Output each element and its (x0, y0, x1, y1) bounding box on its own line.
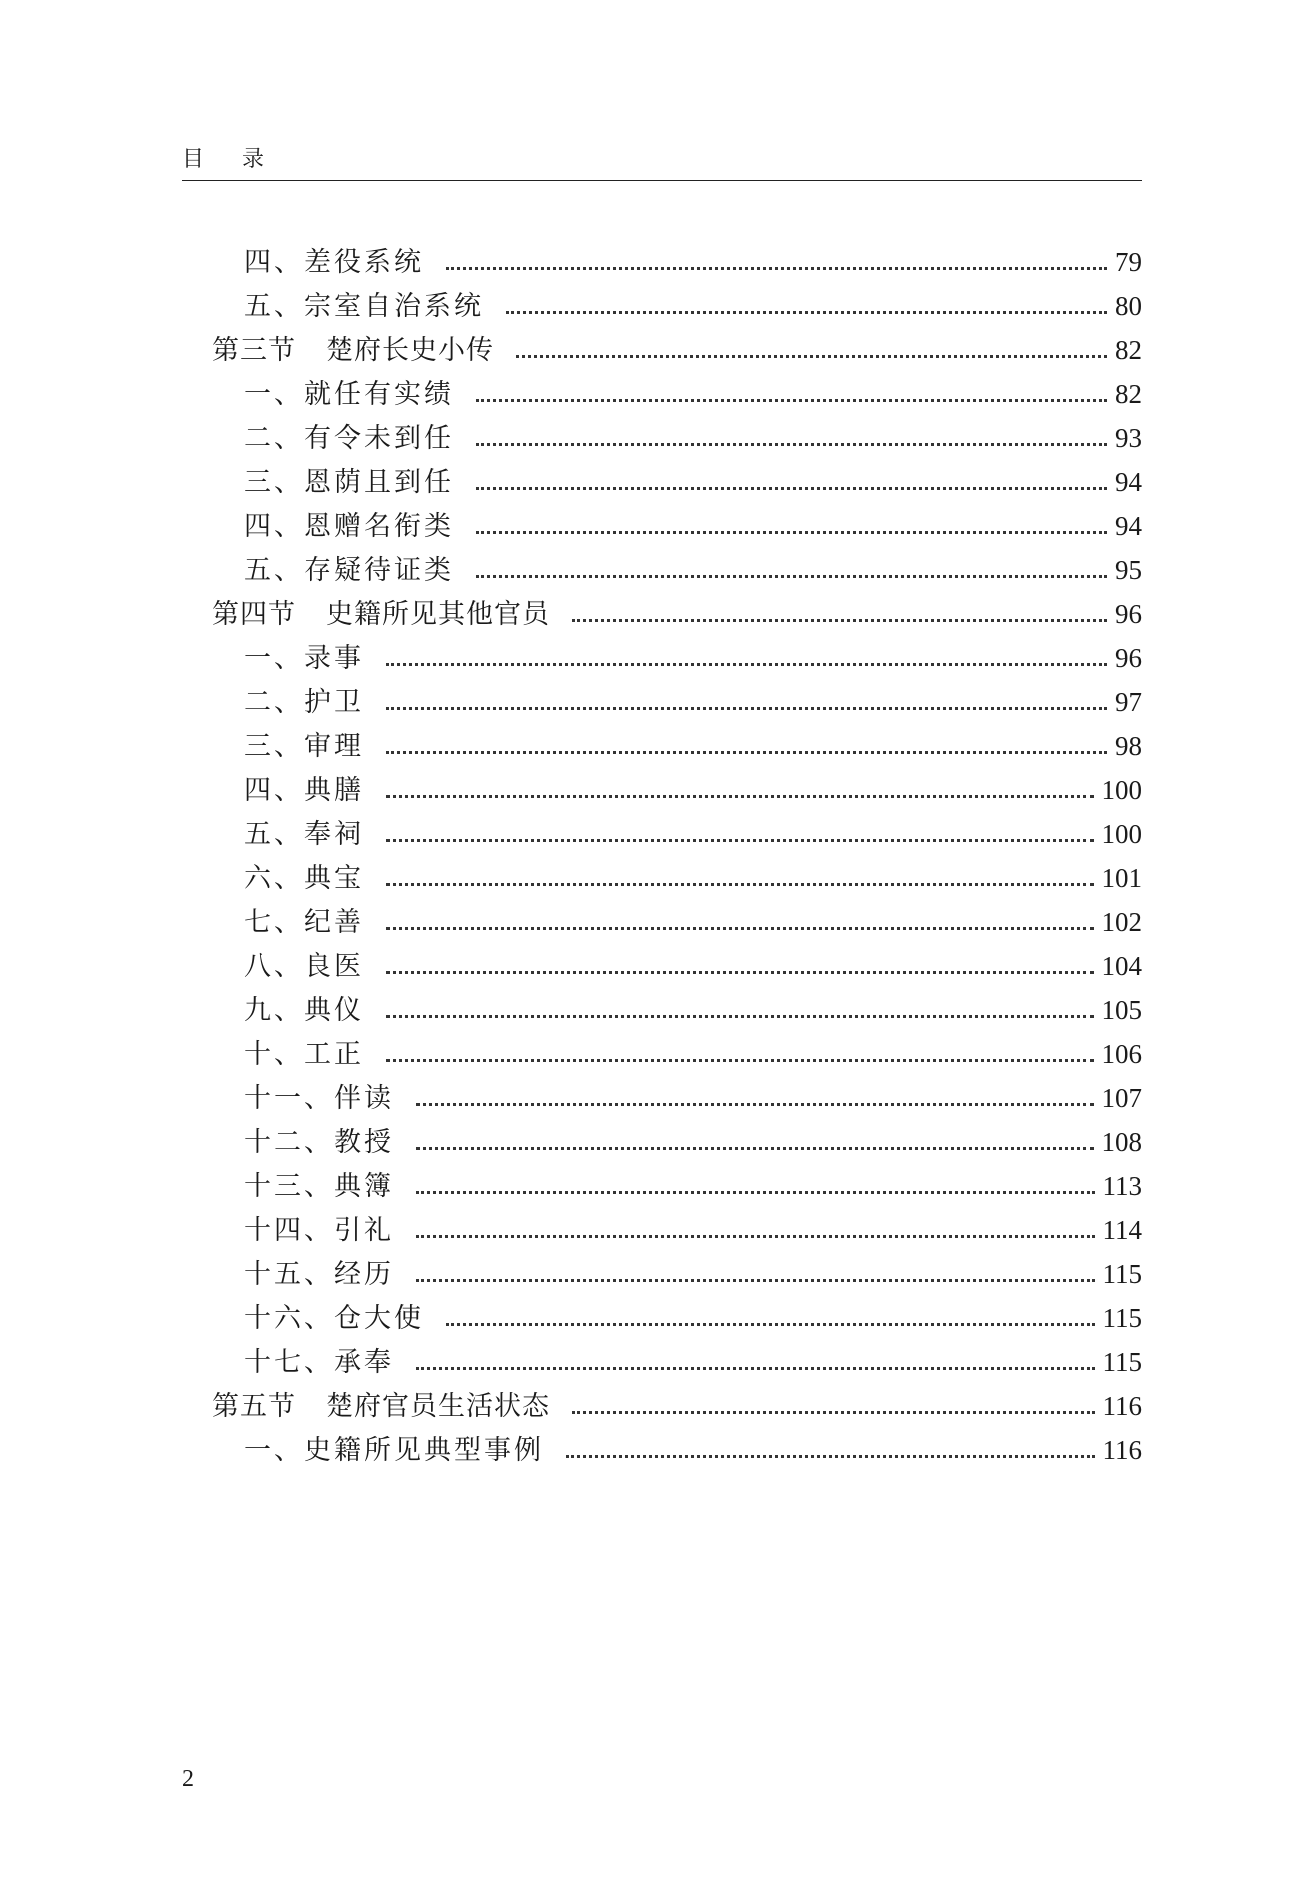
toc-page-number: 116 (1102, 1391, 1142, 1421)
toc-page-number: 116 (1102, 1435, 1142, 1465)
toc-page-number: 95 (1115, 555, 1142, 585)
dot-leader (416, 1279, 1095, 1282)
toc-section-entry[interactable] (212, 594, 1142, 634)
dot-leader (416, 1235, 1095, 1238)
dot-leader (476, 399, 1107, 402)
toc-page-number: 114 (1102, 1215, 1142, 1245)
toc-section-entry[interactable] (212, 1386, 1142, 1426)
dot-leader (386, 707, 1107, 710)
toc-item-entry[interactable] (244, 990, 1142, 1030)
toc-entry-label: 五、奉祠 (244, 819, 364, 850)
toc-entry-label: 十五、经历 (244, 1259, 394, 1290)
dot-leader (386, 883, 1094, 886)
toc-item-entry[interactable] (244, 1122, 1142, 1162)
toc-page-number: 115 (1102, 1347, 1142, 1377)
dot-leader (506, 311, 1107, 314)
toc-entry-label: 六、典宝 (244, 863, 364, 894)
toc-item-entry[interactable] (244, 1210, 1142, 1250)
toc-item-entry[interactable] (244, 770, 1142, 810)
toc-page-number: 96 (1115, 643, 1142, 673)
toc-item-entry[interactable] (244, 1078, 1142, 1118)
dot-leader (572, 619, 1107, 622)
toc-page-number: 79 (1115, 247, 1142, 277)
dot-leader (446, 267, 1107, 270)
toc-page-number: 100 (1101, 819, 1142, 849)
dot-leader (476, 575, 1107, 578)
dot-leader (476, 531, 1107, 534)
toc-section-entry[interactable] (212, 330, 1142, 370)
toc-item-entry[interactable] (244, 946, 1142, 986)
toc-page-number: 106 (1101, 1039, 1142, 1069)
toc-entry-label (212, 1387, 550, 1427)
toc-section-title: 楚府官员生活状态 (326, 1391, 550, 1422)
toc-item-entry[interactable] (244, 902, 1142, 942)
toc-entry-label: 十七、承奉 (244, 1347, 394, 1378)
toc-item-entry[interactable] (244, 550, 1142, 590)
toc-page-number: 82 (1115, 379, 1142, 409)
toc-page-number: 107 (1101, 1083, 1142, 1113)
toc-entry-label: 十三、典簿 (244, 1171, 394, 1202)
dot-leader (386, 663, 1107, 666)
toc-item-entry[interactable] (244, 1298, 1142, 1338)
toc-page-number: 94 (1115, 511, 1142, 541)
toc-entry-label: 五、存疑待证类 (244, 555, 454, 586)
toc-entry-label: 一、就任有实绩 (244, 379, 454, 410)
toc-item-entry[interactable] (244, 242, 1142, 282)
toc-entry-label: 十二、教授 (244, 1127, 394, 1158)
toc-entry-label: 十一、伴读 (244, 1083, 394, 1114)
toc-entry-label: 三、审理 (244, 731, 364, 762)
toc-entry-label: 四、差役系统 (244, 247, 424, 278)
toc-entry-label: 一、史籍所见典型事例 (244, 1435, 544, 1466)
toc-entry-label (212, 595, 550, 635)
toc-item-entry[interactable] (244, 374, 1142, 414)
toc-entry-label: 九、典仪 (244, 995, 364, 1026)
toc-item-entry[interactable] (244, 1166, 1142, 1206)
dot-leader (516, 355, 1107, 358)
toc-page-number: 94 (1115, 467, 1142, 497)
toc-entry-label: 十六、仓大使 (244, 1303, 424, 1334)
toc-page-number: 93 (1115, 423, 1142, 453)
toc-entry-label: 四、恩赠名衔类 (244, 511, 454, 542)
header-title: 目录 (182, 147, 303, 172)
page-number: 2 (182, 1766, 194, 1792)
toc-page-number: 82 (1115, 335, 1142, 365)
toc-item-entry[interactable] (244, 1430, 1142, 1470)
dot-leader (566, 1455, 1095, 1458)
toc-entry-label: 二、护卫 (244, 687, 364, 718)
toc-page-number: 98 (1115, 731, 1142, 761)
dot-leader (386, 971, 1094, 974)
toc-item-entry[interactable] (244, 286, 1142, 326)
dot-leader (416, 1191, 1095, 1194)
dot-leader (446, 1323, 1095, 1326)
toc-item-entry[interactable] (244, 638, 1142, 678)
toc-item-entry[interactable] (244, 682, 1142, 722)
dot-leader (386, 751, 1107, 754)
toc-page-number: 113 (1102, 1171, 1142, 1201)
toc-section-title: 史籍所见其他官员 (326, 599, 550, 630)
toc-page-number: 115 (1102, 1259, 1142, 1289)
toc-section-number: 第四节 (212, 599, 296, 630)
toc-entry-label: 七、纪善 (244, 907, 364, 938)
toc-page-number: 104 (1101, 951, 1142, 981)
toc-item-entry[interactable] (244, 814, 1142, 854)
dot-leader (572, 1411, 1095, 1414)
toc-entry-label: 十四、引礼 (244, 1215, 394, 1246)
toc-entry-label: 四、典膳 (244, 775, 364, 806)
toc-entry-label: 一、录事 (244, 643, 364, 674)
dot-leader (386, 1059, 1094, 1062)
running-header (182, 140, 1142, 180)
toc-item-entry[interactable] (244, 462, 1142, 502)
dot-leader (476, 443, 1107, 446)
toc-page-number: 115 (1102, 1303, 1142, 1333)
toc-page-number: 105 (1101, 995, 1142, 1025)
toc-section-number: 第五节 (212, 1391, 296, 1422)
toc-item-entry[interactable] (244, 1034, 1142, 1074)
dot-leader (416, 1103, 1094, 1106)
toc-entry-label (212, 331, 494, 371)
dot-leader (386, 927, 1094, 930)
toc-page-number: 108 (1101, 1127, 1142, 1157)
toc-item-entry[interactable] (244, 726, 1142, 766)
toc-entry-label: 三、恩荫且到任 (244, 467, 454, 498)
dot-leader (476, 487, 1107, 490)
toc-page-number: 101 (1101, 863, 1142, 893)
header-rule (182, 180, 1142, 181)
dot-leader (386, 839, 1094, 842)
toc-entry-label: 八、良医 (244, 951, 364, 982)
toc-section-number: 第三节 (212, 335, 296, 366)
dot-leader (416, 1147, 1094, 1150)
toc-section-title: 楚府长史小传 (326, 335, 494, 366)
toc-page-number: 100 (1101, 775, 1142, 805)
toc-item-entry[interactable] (244, 418, 1142, 458)
toc-page-number: 102 (1101, 907, 1142, 937)
toc-entry-label: 十、工正 (244, 1039, 364, 1070)
dot-leader (386, 795, 1094, 798)
toc-item-entry[interactable] (244, 506, 1142, 546)
toc-page-number: 96 (1115, 599, 1142, 629)
dot-leader (416, 1367, 1095, 1370)
toc-entry-label: 五、宗室自治系统 (244, 291, 484, 322)
toc-page-number: 97 (1115, 687, 1142, 717)
toc-item-entry[interactable] (244, 1342, 1142, 1382)
dot-leader (386, 1015, 1094, 1018)
toc-page-number: 80 (1115, 291, 1142, 321)
toc-item-entry[interactable] (244, 1254, 1142, 1294)
toc-item-entry[interactable] (244, 858, 1142, 898)
toc-entry-label: 二、有令未到任 (244, 423, 454, 454)
